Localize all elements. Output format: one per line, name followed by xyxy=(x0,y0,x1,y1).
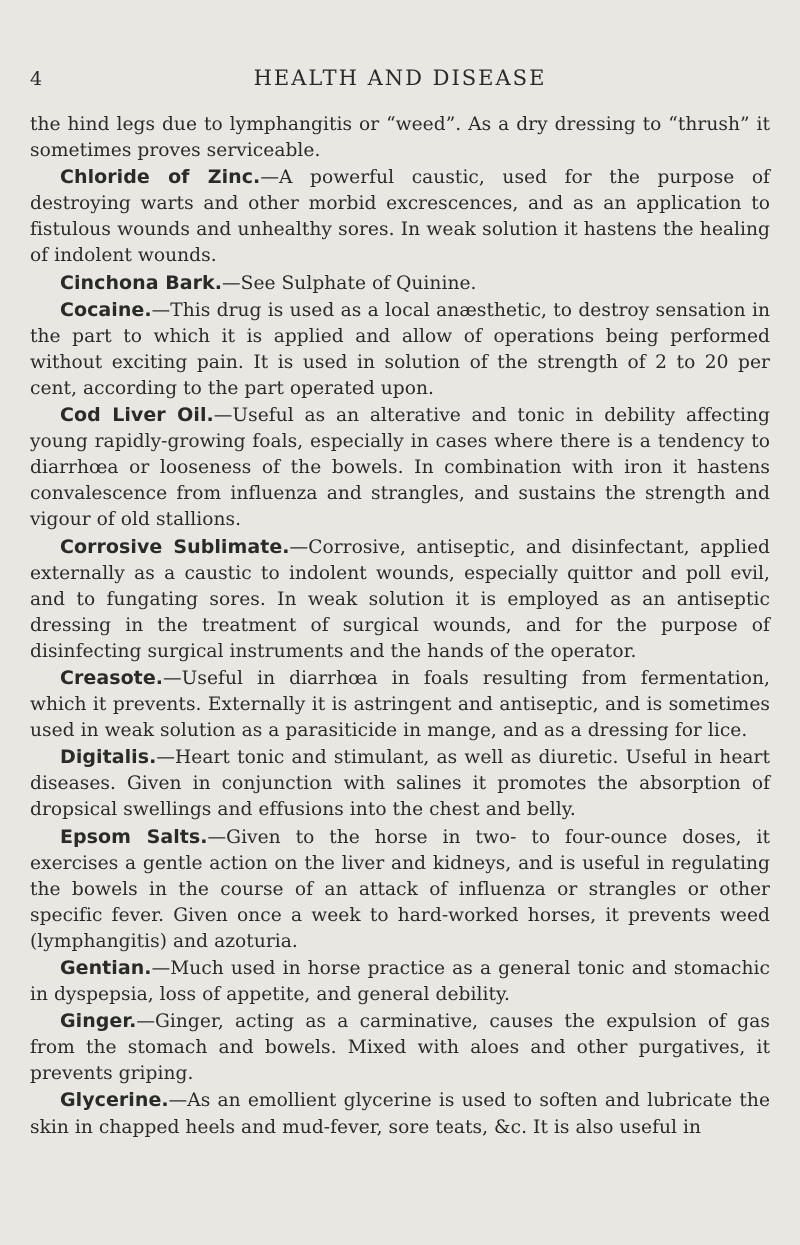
entry-term: Ginger. xyxy=(60,1010,137,1033)
entry-text: —Corrosive, antiseptic, and disinfectant, applied externally as a caustic to indolent wounds, especially quittor and poll evil, and to fungating sores. In weak solution it is employed as an antiseptic dressing in the treatment of surgical wounds, and for the purpose of disinfecting surgical instruments and the hands of the operator. xyxy=(30,536,770,662)
entry-corrosive-sublimate xyxy=(30,534,770,665)
entry-text: —Given to the horse in two- to four-ounce doses, it exercises a gentle action on the liver and kidneys, and is useful in regulating the bowels in the course of an attack of influenza or strangles or other specific fever. Given once a week to hard-worked horses, it prevents weed (lymphangitis) and azoturia. xyxy=(30,826,770,952)
entry-gentian xyxy=(30,955,770,1008)
entry-text: —Heart tonic and stimulant, as well as diuretic. Useful in heart diseases. Given in conjunction with salines it promotes the absorption of dropsical swellings and effusions into the chest and belly. xyxy=(30,747,770,821)
entry-cinchona-bark xyxy=(30,270,770,297)
entry-term: Cinchona Bark. xyxy=(60,271,223,294)
entry-term: Corrosive Sublimate. xyxy=(60,535,290,558)
entry-text: —This drug is used as a local anæsthetic, to destroy sensation in the part to which it is applied and allow of operations being performed without exciting pain. It is used in solution of the strength of 2 to 20 per cent, according to the part operated upon. xyxy=(30,299,770,399)
page-number: 4 xyxy=(30,68,44,90)
entry-term: Gentian. xyxy=(60,957,152,979)
entry-term: Chloride of Zinc. xyxy=(60,166,261,189)
entry-text: —A powerful caustic, used for the purpose of destroying warts and other morbid excrescences, and as an application to fistulous wounds and unhealthy sores. In weak solution it hastens the healing of indolent wounds. xyxy=(30,167,770,267)
entry-term: Cocaine. xyxy=(60,298,152,321)
entry-digitalis xyxy=(30,744,770,823)
running-title: HEALTH AND DISEASE xyxy=(253,66,547,90)
entry-term: Epsom Salts. xyxy=(60,825,208,848)
entry-creasote xyxy=(30,665,770,744)
entry-text: —See Sulphate of Quinine. xyxy=(222,272,477,294)
continuation-paragraph: the hind legs due to lymphangitis or “weed”. As a dry dressing to “thrush” it sometimes proves serviceable. xyxy=(30,114,770,162)
entry-text: —Much used in horse practice as a general tonic and stomachic in dyspepsia, loss of appetite, and general debility. xyxy=(30,958,770,1006)
entry-term: Cod Liver Oil. xyxy=(60,404,214,427)
entry-text: —As an emollient glycerine is used to soften and lubricate the skin in chapped heels and mud-fever, sore teats, &c. It is also useful in xyxy=(30,1090,770,1138)
entry-term: Digitalis. xyxy=(60,746,157,769)
entry-glycerine xyxy=(30,1087,770,1140)
entry-chloride-of-zinc xyxy=(30,164,770,269)
entry-term: Creasote. xyxy=(60,666,164,689)
entry-ginger xyxy=(30,1008,770,1087)
entry-cocaine xyxy=(30,297,770,402)
entry-epsom-salts xyxy=(30,824,770,955)
body-text xyxy=(30,112,770,1141)
entry-text: —Useful as an alterative and tonic in debility affecting young rapidly-growing foals, especially in cases where there is a tendency to diarrhœa or looseness of the bowels. In combination with iron it hastens convalescence from influenza and strangles, and sustains the strength and vigour of old stallions. xyxy=(30,405,770,531)
entry-text: —Useful in diarrhœa in foals resulting from fermentation, which it prevents. Externally it is astringent and antiseptic, and is sometimes used in weak solution as a parasiticide in mange, and as a dressing for lice. xyxy=(30,667,770,742)
entry-text: —Ginger, acting as a carminative, causes the expulsion of gas from the stomach and bowels. Mixed with aloes and other purgatives, it prevents griping. xyxy=(30,1011,770,1085)
entry-cod-liver-oil xyxy=(30,402,770,533)
entry-term: Glycerine. xyxy=(60,1089,169,1112)
